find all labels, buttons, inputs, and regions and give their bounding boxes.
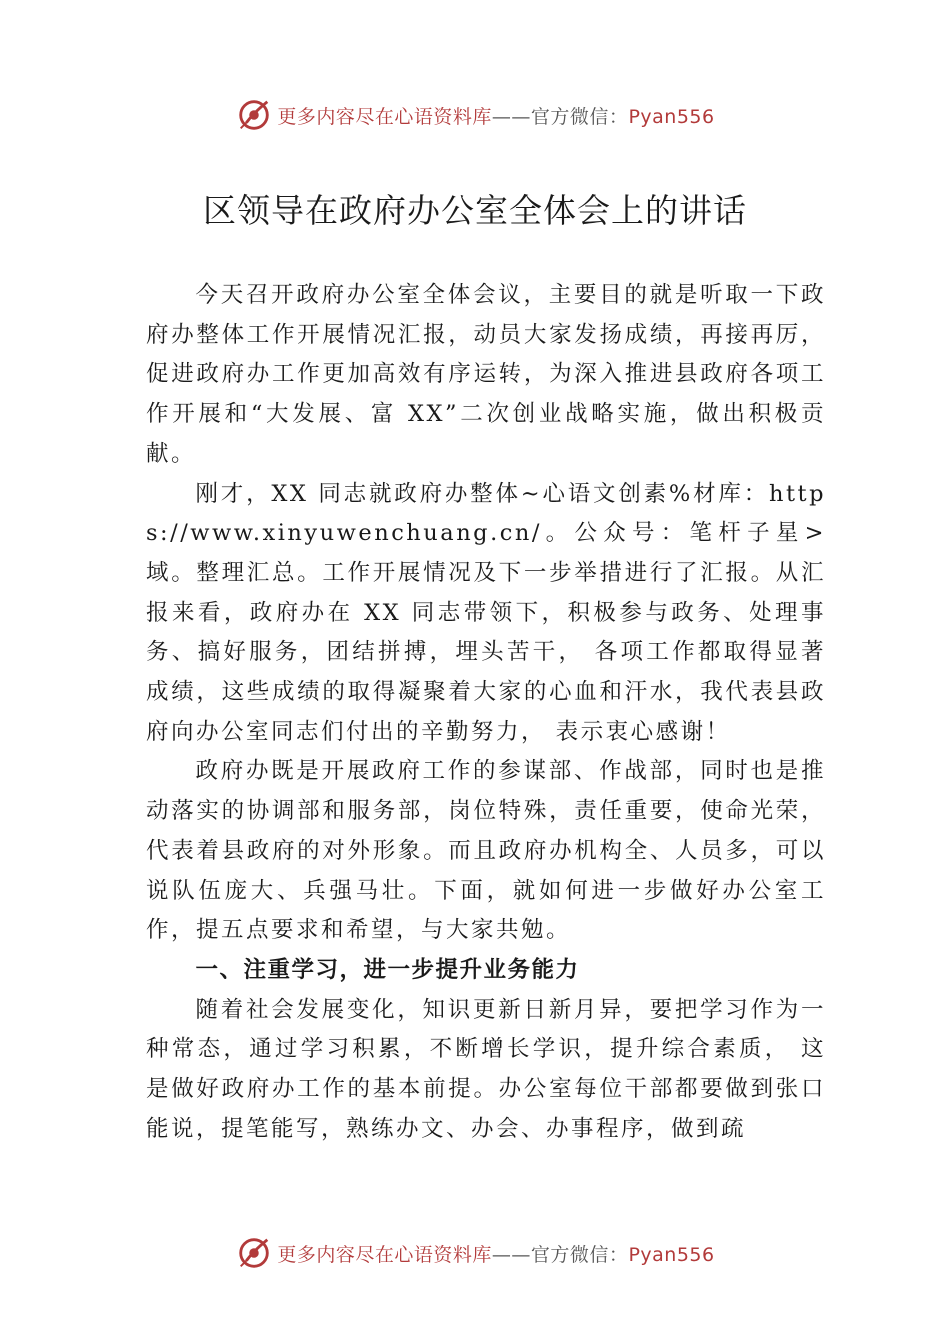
paragraph-1: 今天召开政府办公室全体会议，主要目的就是听取一下政府办整体工作开展情况汇报，动员大家发扬成绩，再接再厉，促进政府办工作更加高效有序运转，为深入推进县政府各项工作开展和“大发展、富 XX”二次创业战略实施，做出积极贡献。 [146,282,826,467]
footer-watermark-banner [0,1231,950,1275]
banner-text: 更多内容尽在心语资料库——官方微信：Pyan556 [277,1243,715,1266]
banner-text: 更多内容尽在心语资料库——官方微信：Pyan556 [277,105,715,128]
document-title: 区领导在政府办公室全体会上的讲话 [203,191,747,230]
pen-logo-icon [235,1234,273,1272]
pen-logo-icon [235,96,273,134]
paragraph-3: 政府办既是开展政府工作的参谋部、作战部，同时也是推动落实的协调部和服务部，岗位特殊，责任重要，使命光荣，代表着县政府的对外形象。而且政府办机构全、人员多，可以说队伍庞大、兵强马壮。下面，就如何进一步做好办公室工作，提五点要求和希望，与大家共勉。 [146,758,826,944]
document-body [146,276,826,1149]
paragraph-2: 刚才，XX 同志就政府办整体~心语文创素%材库：https://www.xinyuwenchuang.cn/。公众号：笔杆子星>域。整理汇总。工作开展情况及下一步举措进行了汇报。从汇报来看，政府办在 XX 同志带领下，积极参与政务、处理事务、搞好服务，团结拼搏，埋头苦干， 各项工作都取得显著成绩，这些成绩的取得凝聚着大家的心血和汗水，我代表县政府向办公室同志们付出的辛勤努力， 表示衷心感谢！ [146,480,826,745]
section-heading-1: 一、注重学习，进一步提升业务能力 [195,956,580,983]
header-watermark-banner [0,93,950,137]
paragraph-4: 随着社会发展变化，知识更新日新月异，要把学习作为一种常态，通过学习积累，不断增长学识，提升综合素质， 这是做好政府办工作的基本前提。办公室每位干部都要做到张口能说，提笔能写，熟练办文、办会、办事程序，做到疏 [146,996,826,1142]
